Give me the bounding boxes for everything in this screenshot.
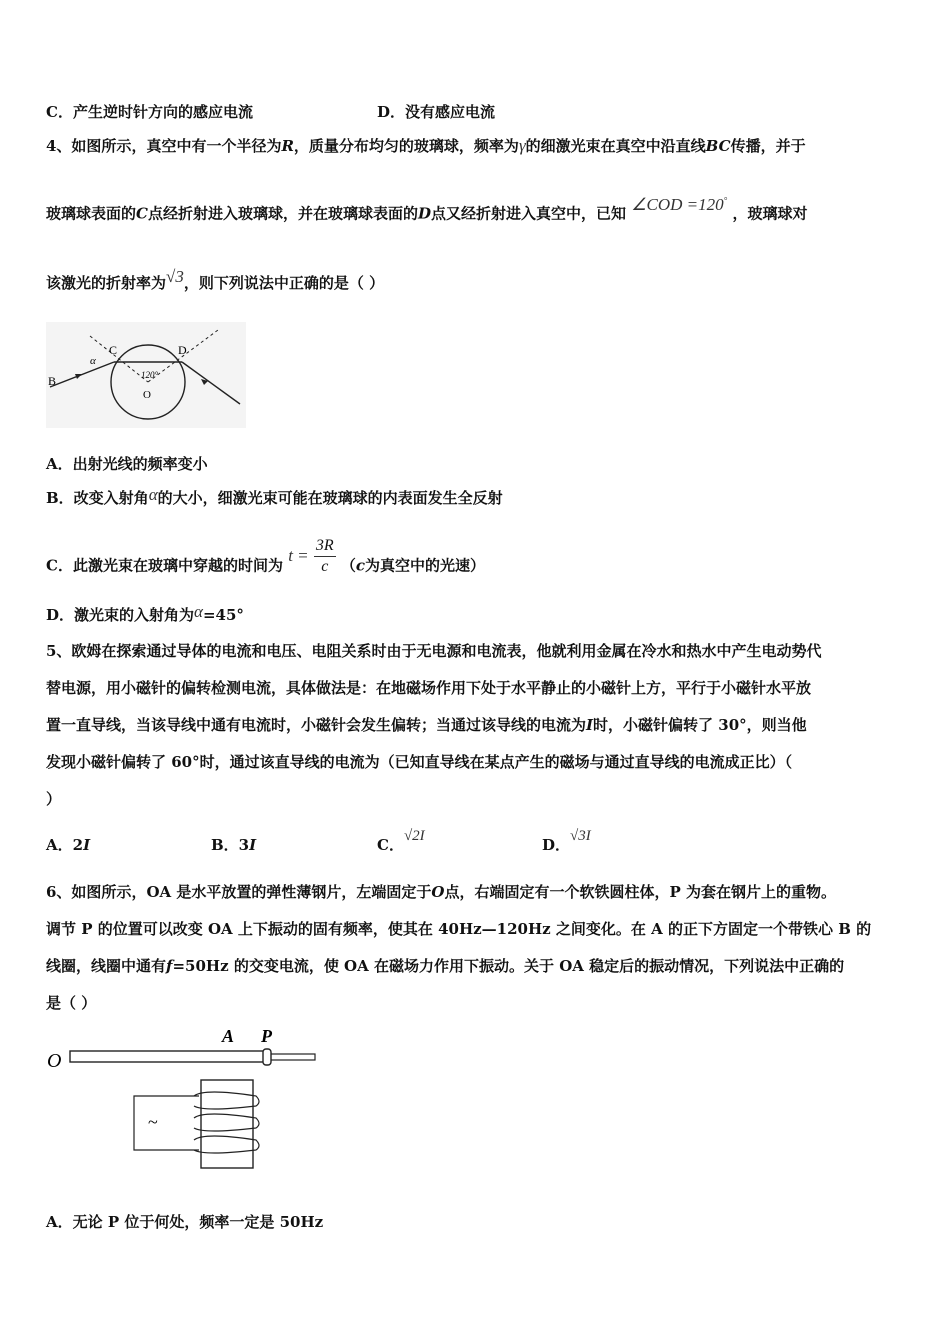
- q4-option-b: [46, 485, 503, 508]
- q5-stem-line3: [46, 715, 807, 735]
- q4-stem-line2: [46, 194, 808, 224]
- q6-stem-line2: 调节 P 的位置可以改变 OA 上下振动的固有频率，使其在 40Hz—120Hz 之间变化。在 A 的正下方固定一个带铁心 B 的: [46, 920, 872, 938]
- text: 点又经折射进入真空中，已知: [431, 204, 627, 223]
- q3-option-c: C．产生逆时针方向的感应电流: [46, 103, 253, 121]
- var-I: I: [83, 836, 91, 854]
- coil-winding-3: [194, 1136, 259, 1153]
- iron-core: [201, 1080, 253, 1168]
- text: ，质量分布均匀的玻璃球，频率为: [293, 137, 519, 155]
- coil-winding-2: [194, 1114, 259, 1131]
- q4-option-d: [46, 602, 244, 625]
- soft-iron-cylinder: [265, 1054, 315, 1060]
- label-O: O: [143, 389, 151, 401]
- q6-stem-line1: [46, 882, 836, 902]
- formula-lhs: t =: [288, 545, 309, 565]
- q5-stem-line1: 5、欧姆在探索通过导体的电流和电压、电阻关系时由于无电源和电流表，他就利用金属在冷水和热水中产生电动势代: [46, 642, 822, 660]
- steel-strip: [70, 1051, 265, 1062]
- label-alpha: α: [90, 355, 96, 367]
- text: ，玻璃球对: [732, 204, 808, 223]
- numerator: 3R: [314, 536, 336, 557]
- var-O: O: [431, 883, 445, 901]
- text: D．激光束的入射角为: [46, 606, 195, 624]
- label-C: C: [109, 343, 118, 357]
- sqrt3: √3: [166, 267, 184, 286]
- text: 点经折射进入玻璃球，并在玻璃球表面的: [147, 204, 418, 223]
- text: 置一直导线，当该导线中通有电流时，小磁针会发生偏转；当通过该导线的电流为: [46, 716, 587, 734]
- q5-option-d: [542, 828, 591, 855]
- text: 时，小磁针偏转了 30°，则当他: [593, 716, 807, 734]
- text: 该激光的折射率为: [46, 274, 167, 292]
- fraction: [314, 536, 336, 577]
- q5-option-a: [46, 834, 90, 855]
- label-B: B: [48, 374, 57, 388]
- text: （: [340, 556, 356, 575]
- q4-glass-sphere-figure: [46, 322, 246, 428]
- q6-steel-strip-figure: [44, 1024, 324, 1174]
- text: 的细激光束在真空中沿直线: [525, 137, 706, 155]
- var-I: I: [249, 836, 257, 854]
- q5-option-b: [211, 834, 256, 855]
- var-alpha: α: [148, 485, 158, 504]
- var-D: D: [417, 204, 431, 223]
- text: 玻璃球表面的: [46, 204, 137, 223]
- weight-P: [263, 1049, 271, 1065]
- q6-option-a: A．无论 P 位于何处，频率一定是 50Hz: [46, 1213, 324, 1231]
- value: √3I: [570, 828, 591, 844]
- text: 6、如图所示，OA 是水平放置的弹性薄钢片，左端固定于: [46, 883, 432, 901]
- text: ，则下列说法中正确的是（ ）: [183, 274, 385, 292]
- value: √2I: [403, 828, 425, 844]
- label-O: O: [47, 1050, 62, 1072]
- denominator: c: [321, 558, 329, 575]
- var-BC: BC: [705, 137, 731, 155]
- text: =50Hz 的交变电流，使 OA 在磁场力作用下振动。关于 OA 稳定后的振动情况，下列说法中正确的: [172, 957, 845, 975]
- label: B．3: [211, 836, 250, 854]
- angle-cod: [631, 195, 727, 214]
- q3-option-d: D．没有感应电流: [377, 103, 496, 121]
- q4-stem-line3: [46, 267, 385, 293]
- text: B．改变入射角: [46, 489, 149, 507]
- var-nu: γ: [518, 136, 526, 155]
- text: =45°: [202, 606, 244, 624]
- q5-stem-line2: 替电源，用小磁针的偏转检测电流，具体做法是：在地磁场作用下处于水平静止的小磁针上方，平行于小磁针水平放: [46, 679, 812, 697]
- text: C．此激光束在玻璃中穿越的时间为: [46, 556, 283, 575]
- label-A: A: [222, 1026, 235, 1046]
- formula-t: [288, 537, 335, 575]
- var-c: c: [355, 556, 366, 575]
- coil-winding-1: [194, 1092, 259, 1109]
- label: A．2: [46, 836, 84, 854]
- label: C．: [377, 836, 404, 854]
- text: 线圈，线圈中通有: [46, 957, 167, 975]
- text: 4、如图所示，真空中有一个半径为: [46, 137, 282, 155]
- label: D．: [542, 836, 571, 854]
- var-C: C: [136, 204, 148, 223]
- q6-stem-line4: 是（ ）: [46, 994, 97, 1012]
- text: 点，右端固定有一个软铁圆柱体，P 为套在钢片上的重物。: [444, 883, 836, 901]
- label-angle: 120°: [141, 370, 159, 380]
- q4-option-a: A．出射光线的频率变小: [46, 455, 208, 473]
- q5-stem-line5: ）: [46, 790, 62, 808]
- q5-option-c: [377, 828, 425, 855]
- text: 的大小，细激光束可能在玻璃球的内表面发生全反射: [157, 489, 503, 507]
- var-R: R: [281, 137, 294, 155]
- q4-option-c: [46, 537, 486, 587]
- label-P: P: [261, 1026, 272, 1046]
- degree-sign: °: [723, 195, 728, 205]
- ac-wires: [134, 1096, 199, 1150]
- var-I: I: [586, 716, 594, 734]
- text: 传播，并于: [730, 137, 806, 155]
- text: 为真空中的光速）: [365, 556, 486, 575]
- q4-stem-line1: [46, 136, 806, 156]
- angle-text: ∠COD =120: [631, 194, 724, 214]
- q5-stem-line4: 发现小磁针偏转了 60°时，通过该直导线的电流为（已知直导线在某点产生的磁场与通过直导线的电流成正比）（: [46, 753, 793, 771]
- label-D: D: [178, 343, 187, 357]
- q6-stem-line3: [46, 956, 844, 976]
- var-alpha: α: [194, 602, 203, 621]
- var-f: f: [166, 957, 173, 975]
- ac-source-symbol: ~: [148, 1112, 158, 1132]
